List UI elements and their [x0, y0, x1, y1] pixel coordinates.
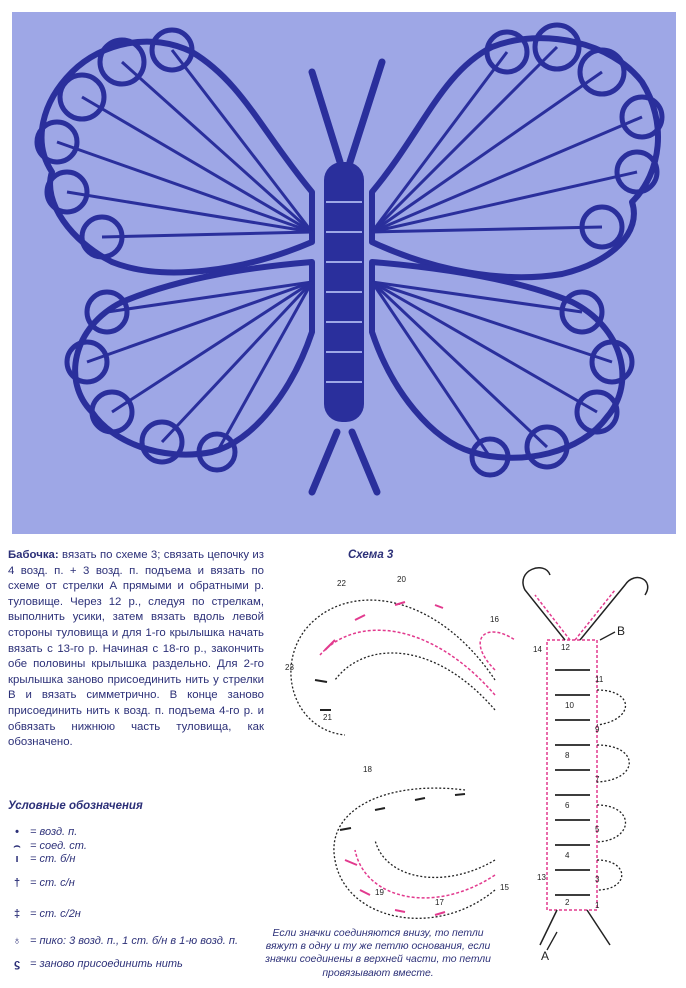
- instructions-text: [8, 548, 264, 751]
- row-number: 16: [490, 615, 499, 624]
- row-number: 2: [565, 898, 570, 907]
- row-number: 15: [500, 883, 509, 892]
- row-number: 22: [337, 579, 346, 588]
- instructions-body: вязать по схеме 3; связать цепочку из 4 возд. п. + 3 возд. п. подъема и вязать по схеме от стрелки А прямыми и обратными р. туловище. Через 12 р., следуя по стрелкам, выполнить усики, затем вязать вдоль левой стороны туловища и для 1-го крылышка начать вязать с 13-го р. Начиная с 18-го р., закончить обе половины крылышка раздельно. Для 2-го крылышка заново присоединить нить у стрелки В и вязать симметрично. В конце заново присоединить нить к возд. п. подъема 4-го р. и обвязать нижнюю часть туловища, как обозначено.: [8, 549, 265, 749]
- legend-item-slip-stitch: ⌢ = соед. ст.: [8, 838, 268, 854]
- row-number: 3: [595, 875, 600, 884]
- butterfly-photo: [12, 12, 676, 534]
- row-number: 13: [537, 873, 546, 882]
- legend-item-double-crochet: † = ст. с/н: [8, 875, 268, 891]
- legend-title: Условные обозначения: [8, 800, 143, 812]
- row-number: 8: [565, 751, 570, 760]
- chain-symbol-icon: •: [15, 826, 19, 838]
- crochet-chart-icon: [265, 560, 683, 960]
- row-number: 7: [595, 775, 600, 784]
- row-number: 21: [323, 713, 332, 722]
- row-number: 19: [375, 888, 384, 897]
- row-number: 20: [397, 575, 406, 584]
- rejoin-yarn-symbol-icon: ϛ: [13, 958, 21, 970]
- row-number: 12: [561, 643, 570, 652]
- treble-crochet-symbol-icon: ‡: [13, 908, 21, 920]
- row-number: 6: [565, 801, 570, 810]
- legend-item-rejoin-yarn: ϛ = заново присоединить нить: [8, 956, 268, 972]
- row-number: 5: [595, 825, 600, 834]
- row-number: 23: [285, 663, 294, 672]
- row-number: 1: [595, 901, 600, 910]
- single-crochet-symbol-icon: ı: [15, 853, 19, 865]
- crochet-scheme-diagram: [265, 560, 683, 960]
- butterfly-illustration: [12, 12, 676, 534]
- row-number: 18: [363, 765, 372, 774]
- picot-symbol-icon: ♁: [12, 935, 22, 947]
- slip-stitch-symbol-icon: ⌢: [13, 840, 21, 852]
- instructions-title: Бабочка:: [8, 549, 59, 561]
- legend-item-treble-crochet: ‡ = ст. с/2н: [8, 906, 268, 922]
- legend-item-chain: • = возд. п.: [8, 824, 268, 840]
- arrow-b-label: B: [617, 624, 626, 638]
- scheme-note: Если значки соединяются внизу, то петли вяжут в одну и ту же петлю основания, если значки соединены в верхней части, то петли провязывают вместе.: [265, 928, 491, 979]
- legend-item-picot: ♁ = пико: 3 возд. п., 1 ст. б/н в 1-ю возд. п.: [8, 933, 268, 949]
- row-number: 4: [565, 851, 570, 860]
- row-number: 17: [435, 898, 444, 907]
- double-crochet-symbol-icon: †: [13, 877, 21, 889]
- row-number: 9: [595, 725, 600, 734]
- legend-item-single-crochet: ı = ст. б/н: [8, 851, 268, 867]
- row-number: 14: [533, 645, 542, 654]
- arrow-a-label: A: [541, 949, 550, 960]
- row-number: 10: [565, 701, 574, 710]
- scheme-title: Схема 3: [348, 549, 394, 561]
- row-number: 11: [595, 675, 604, 684]
